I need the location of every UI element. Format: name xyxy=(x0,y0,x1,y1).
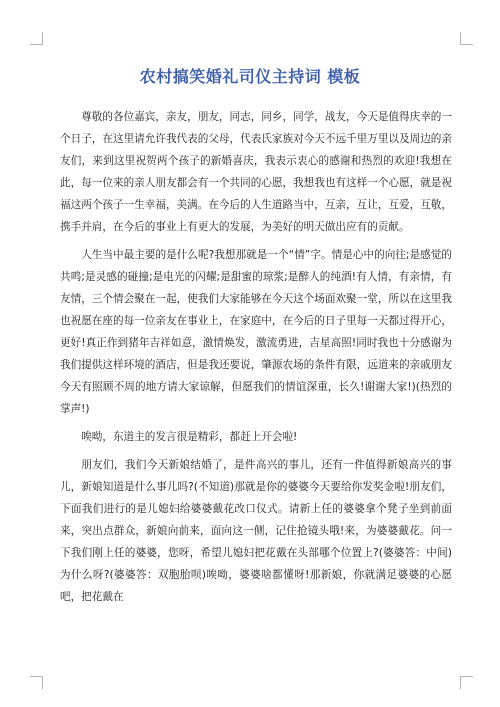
paragraph-opening: 尊敬的各位嘉宾，亲友，朋友，同志，同乡，同学，战友，今天是值得庆幸的一个日子，在这里请允许我代表的父母，代表氏家族对今天不远千里万里以及周边的亲友们，来到这里祝贺两个孩子的新婚喜庆，我表示衷心的感谢和热烈的欢迎!我想在此，每一位来的亲人朋友都会有一个共同的心愿，我想我也有这样一个心愿，就是祝福这两个孩子一生幸福，美满。在今后的人生道路当中，互亲，互让，互爱，互敬，携手并肩，在今后的事业上有更大的发展，为美好的明天做出应有的贡献。 xyxy=(60,111,452,233)
paragraph-flower-ceremony: 朋友们，我们今天新娘结婚了，是件高兴的事儿，还有一件值得新娘高兴的事儿，新娘知道是什么事儿吗?(不知道)那就是你的婆婆今天要给你发奖金啦!朋友们，下面我们进行的是儿媳妇给婆婆戴花改口仪式。请新上任的婆婆拿个凳子坐到前面来，突出点群众，新娘向前来，面向这一侧，记住抢镜头哦!来，为婆婆戴花。问一下我们刚上任的婆婆，您呀，希望儿媳妇把花戴在头部哪个位置上?(婆婆答：中间)为什么呀?(婆婆答：双胞胎呗)唉呦，婆婆啥都懂呀!那新娘，你就满足婆婆的心愿吧，把花戴在 xyxy=(60,459,452,603)
crop-mark-bottom-left xyxy=(30,676,43,689)
document-body xyxy=(60,106,452,614)
crop-mark-top-left xyxy=(30,32,43,45)
paragraph-love: 人生当中最主要的是什么呢?我想那就是一个“情”字。情是心中的向往;是感觉的共鸣;是灵感的碰撞;是电光的闪耀;是甜蜜的琼浆;是醉人的纯酒!有人情，有亲情，有友情，三个情会聚在一起，使我们大家能够在今天这个场面欢聚一堂，所以在这里我也祝愿在座的每一位亲友在事业上，在家庭中，在今后的日子里每一天都过得开心，更好!真正作到猪年吉祥如意，激情焕发，激流勇进，吉星高照!同时我也十分感谢为我们提供这样环境的酒店，但是我还要说，肇源农场的条件有限，远道来的亲戚朋友今天有照顾不周的地方请大家谅解，但愿我们的情谊深重，长久!谢谢大家!)(热烈的掌声!) xyxy=(60,249,452,415)
paragraph-host-remark: 唉呦，东道主的发言很是精彩，都赶上开会啦! xyxy=(81,431,298,443)
crop-mark-bottom-right xyxy=(460,676,473,689)
document-title: 农村搞笑婚礼司仪主持词 模板 xyxy=(139,67,361,86)
crop-mark-top-right xyxy=(460,32,473,45)
